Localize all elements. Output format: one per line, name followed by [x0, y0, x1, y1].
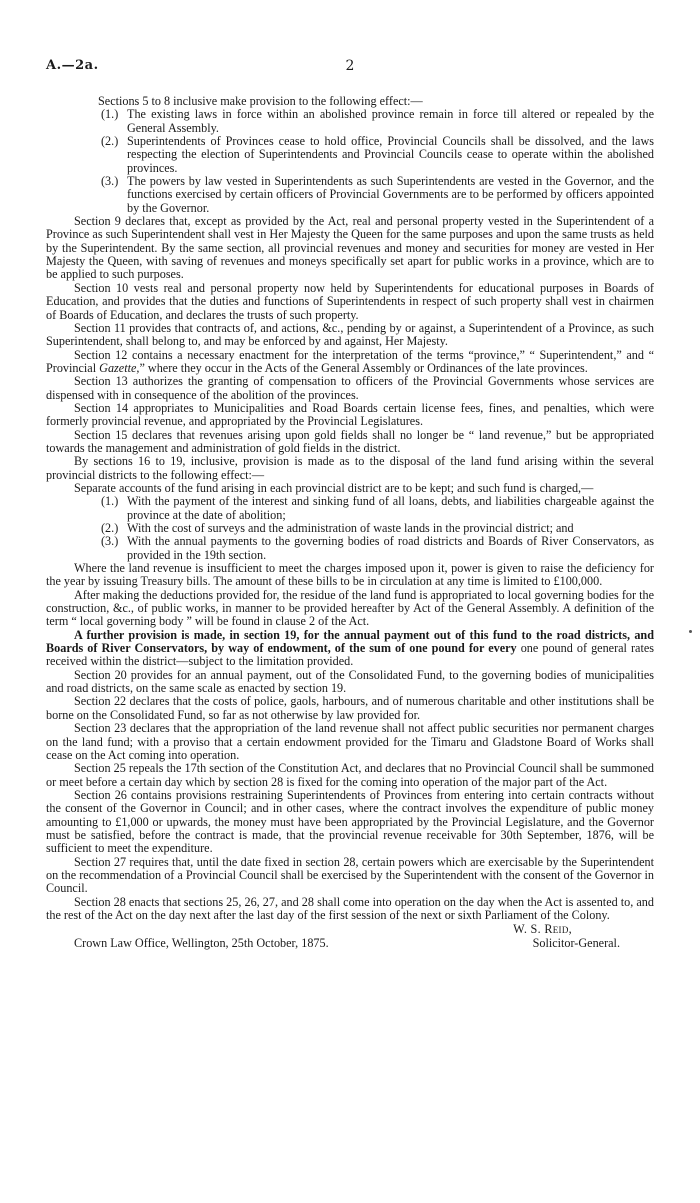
- provisions-list: [46, 108, 654, 215]
- list-item-text: Superintendents of Provinces cease to hold office, Provincial Councils shall be dissolved, and the laws respecting the election of Superintendents and Provincial Councils cease to operate within the abolished provinces.: [127, 134, 654, 175]
- list-item-text: With the cost of surveys and the administration of waste lands in the provincial district; and: [127, 521, 574, 535]
- body-paragraph: Section 10 vests real and personal property now held by Superintendents for educational purposes in Boards of Education, and provides that the duties and functions of Superintendents in respect of such property shall vest in chairmen of Boards of Education, and declares the trusts of such property.: [46, 280, 654, 322]
- section-paragraphs-a: [46, 215, 654, 348]
- body-paragraph: Section 11 provides that contracts of, and actions, &c., pending by or against, a Superintendent of a Province, as such Superintendent, shall belong to, and may be enforced by and against, Her Majesty.: [46, 320, 654, 349]
- place-date: Crown Law Office, Wellington, 25th October, 1875.: [74, 936, 329, 951]
- list-item-number: (1.): [101, 107, 119, 122]
- list-item-text: With the annual payments to the governing bodies of road districts and Boards of River Conservators, as provided in the 19th section.: [127, 534, 654, 562]
- document-code: A.—2a.: [46, 58, 99, 73]
- body-paragraph: Section 28 enacts that sections 25, 26, 27, and 28 shall come into operation on the day when the Act is assented to, and the rest of the Act on the day next after the last day of the first session of the next or sixth Parliament of the Colony.: [46, 894, 654, 922]
- charges-list: [46, 495, 654, 562]
- signature-block: [46, 923, 654, 955]
- section-paragraphs-d: [46, 669, 654, 923]
- body-paragraph: Section 20 provides for an annual payment, out of the Consolidated Fund, to the governing bodies of municipalities and road districts, on the same scale as enacted by section 19.: [46, 667, 654, 696]
- body-paragraph: Section 23 declares that the appropriation of the land revenue shall not affect public securities nor permanent charges on the land fund; with a proviso that a certain endowment provided for the Timaru and Gladstone Board of Works shall cease on the Act coming into operation.: [46, 721, 654, 762]
- charge-item: [46, 495, 654, 522]
- list-item-number: (2.): [101, 521, 119, 535]
- body-paragraph: Section 13 authorizes the granting of compensation to officers of the Provincial Governments whose services are dispensed with in consequence of the abolition of the provinces.: [46, 374, 654, 402]
- section-paragraphs-c: [46, 562, 654, 629]
- body-paragraph: Separate accounts of the fund arising in each provincial district are to be kept; and such fund is charged,—: [74, 480, 594, 495]
- list-item-text: With the payment of the interest and sinking fund of all loans, debts, and liabilities chargeable against the province at the date of abolition;: [127, 494, 654, 522]
- body-paragraph: Section 27 requires that, until the date fixed in section 28, certain powers which are exercisable by the Superintendent on the recommendation of a Provincial Council shall be exercised by the Superintendent with the consent of the Governor in Council.: [46, 854, 654, 896]
- body-paragraph: Section 22 declares that the costs of police, gaols, harbours, and of numerous charitable and other institutions shall be borne on the Consolidated Fund, so far as not otherwise by law provided for.: [46, 694, 654, 722]
- provision-item: [46, 108, 654, 135]
- section-12-paragraph: Section 12 contains a necessary enactment for the interpretation of the terms “province,” “ Superintendent,” and “ Provincial Gazette,” where they occur in the Acts of the General Assembly or Ordinances of the late provinces.: [46, 347, 654, 375]
- page-number: 2: [345, 58, 355, 74]
- signatory-title: Solicitor-General.: [532, 936, 620, 951]
- section-19-paragraph: A further provision is made, in section 19, for the annual payment out of this fund to the road districts, and Boards of River Conservators, by way of endowment, of the sum of one pound for every one pound of general rates received within the district—subject to the limitation provided.: [46, 627, 654, 669]
- list-item-text: The existing laws in force within an abolished province remain in force till altered or repealed by the General Assembly.: [127, 107, 654, 135]
- section-paragraphs-b: [46, 375, 654, 495]
- charge-item: [46, 522, 654, 535]
- provision-item: [46, 135, 654, 175]
- list-item-number: (1.): [101, 494, 119, 509]
- intro-paragraph: Sections 5 to 8 inclusive make provision to the following effect:—: [98, 94, 423, 108]
- body-paragraph: Where the land revenue is insufficient to meet the charges imposed upon it, power is given to raise the deficiency for the year by issuing Treasury bills. The amount of these bills to be in circulation at any time is limited to £100,000.: [46, 561, 654, 589]
- list-item-number: (3.): [101, 534, 119, 549]
- gazette-italic: Gazette,: [99, 360, 140, 375]
- provision-item: [46, 175, 654, 215]
- document-body: [46, 95, 654, 955]
- list-item-number: (3.): [101, 174, 119, 189]
- body-paragraph: Section 14 appropriates to Municipalities and Road Boards certain license fees, fines, and penalties, which were formerly provincial revenue, and appropriated by the Provincial Legislatures.: [46, 400, 654, 429]
- body-paragraph: Section 26 contains provisions restraining Superintendents of Provinces from entering into certain contracts without the consent of the Governor in Council; and in other cases, where the contract involves the expenditure of public money amounting to £1,000 or upwards, the money must have been appropriated by the Provincial Legislature, and the Governor must be satisfied, before the contract is made, that the provincial revenue receivable for 30th September, 1876, will be sufficient to meet the expenditure.: [46, 787, 654, 856]
- body-paragraph: Section 25 repeals the 17th section of the Constitution Act, and declares that no Provincial Council shall be summoned or meet before a certain day which by section 28 is fixed for the coming into operation of the major part of the Act.: [46, 761, 654, 789]
- signatory-name: W. S. Reid,: [513, 922, 572, 937]
- body-paragraph: After making the deductions provided for, the residue of the land fund is appropriated to local governing bodies for the construction, &c., of public works, in manner to be provided hereafter by Act of the General Assembly. A definition of the term “ local governing body ” will be found in clause 2 of the Act.: [46, 587, 654, 629]
- list-item-number: (2.): [101, 134, 119, 149]
- margin-dot: [689, 630, 692, 633]
- body-paragraph: Section 15 declares that revenues arising upon gold fields shall no longer be “ land revenue,” but be appropriated towards the management and administration of gold fields in the district.: [46, 427, 654, 455]
- body-paragraph: By sections 16 to 19, inclusive, provision is made as to the disposal of the land fund arising within the several provincial districts to the following effect:—: [46, 454, 654, 482]
- page-header: [46, 58, 654, 78]
- list-item-text: The powers by law vested in Superintendents as such Superintendents are vested in the Governor, and the functions exercised by certain officers of Provincial Governments are to be performed by officers appointed by the Governor.: [127, 174, 654, 215]
- body-paragraph: Section 9 declares that, except as provided by the Act, real and personal property vested in the Superintendent of a Province as such Superintendent shall vest in Her Majesty the Queen for the same purposes and upon the same trusts as held by the Superintendent. By the same section, all provincial revenues and money and securities for money are vested in Her Majesty the Queen, with saving of revenues and moneys specifically set apart for public works in a province, which are to be applied to such purposes.: [46, 214, 654, 282]
- charge-item: [46, 535, 654, 562]
